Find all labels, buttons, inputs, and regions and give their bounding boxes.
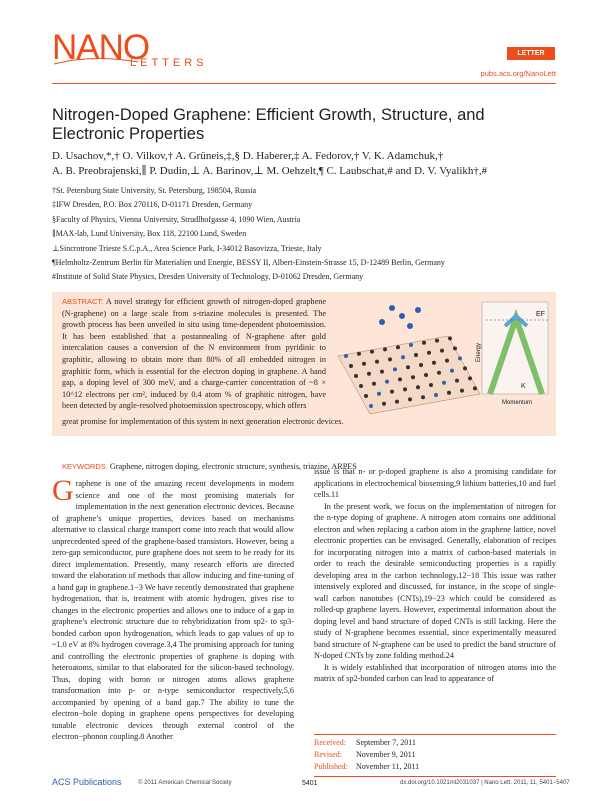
lattice-atom: [380, 370, 384, 374]
lattice-atom: [396, 345, 400, 349]
published-date: Published: November 11, 2011: [314, 762, 420, 771]
lattice-atom: [398, 377, 402, 381]
abstract-label: ABSTRACT:: [62, 297, 104, 306]
lattice-atom: [468, 376, 472, 380]
lattice-atom: [393, 367, 397, 371]
article-dates: [314, 734, 556, 777]
lattice-atom: [390, 390, 394, 394]
article-title: Nitrogen-Doped Graphene: Efficient Growth, Structure, and Electronic Properties: [52, 106, 485, 143]
lattice-atom: [382, 402, 386, 406]
lattice-atom: [445, 359, 449, 363]
logo-nano-text: NANO: [52, 28, 150, 67]
affiliation: ¶Helmholtz-Zentrum Berlin für Materialien und Energie, BESSY II, Albert-Einstein-Strasse 15, D-12489 Berlin, Germany: [52, 258, 445, 268]
lattice-atom: [385, 380, 389, 384]
lattice-atom: [437, 371, 441, 375]
lattice-atom: [359, 384, 363, 388]
lattice-atom: [450, 369, 454, 373]
lattice-atom: [401, 355, 405, 359]
triazine-molecule-icon: [407, 323, 413, 329]
lattice-atom: [369, 404, 373, 408]
triazine-molecule-icon: [399, 313, 405, 319]
lattice-atom: [354, 374, 358, 378]
triazine-molecule-icon: [415, 307, 421, 313]
article-type-badge: LETTER: [507, 47, 555, 60]
lattice-atom: [364, 394, 368, 398]
body-column-left: [52, 474, 294, 743]
energy-axis-label: Energy: [476, 342, 482, 362]
k-point-label: K: [521, 383, 526, 390]
lattice-atom: [357, 352, 361, 356]
lattice-atom: [349, 364, 353, 368]
page-number: 5401: [302, 780, 318, 787]
lattice-atom: [377, 392, 381, 396]
lattice-atom: [432, 361, 436, 365]
journal-url-link[interactable]: pubs.acs.org/NanoLett: [480, 69, 556, 78]
lattice-atom: [435, 339, 439, 343]
lattice-atom: [367, 372, 371, 376]
lattice-atom: [427, 351, 431, 355]
paragraph-text: raphene is one of the amazing recent developments in modern science and one of the most promising materials for implementation in the next generation electronic devices. Because of graphene’s unique properties, devices based on mechanisms alternative to classical charge transport come into reach that would allow unprecedented speed of the graphene-based transistors. However, being a zero-gap semiconductor, pure graphene does not seem to be ready for its direct implementation. Presently, many research efforts are directed toward the elaboration of methods that allow inducing and fine-tuning of a band gap in graphene.1−3 We have recently demonstrated that graphene hydrogenation, that is, treatment with atomic hydrogen, gives rise to changes in the electronic properties and allows one to induce of a gap in graphene’s electronic structure due to rehybridization from sp2- to sp3-bonded carbon upon hydrogenation, which leads to gap values of up to ~1.0 eV at 8% hydrogen coverage.3,4 The promising approach for tuning and controlling the electronic properties of graphene is doping with heteroatoms, similar to that elaborated for the silicon-based technology. Thus, doping with boron or nitrogen atoms allows graphene transformation into p- or n-type semiconductor respectively,5,6 accompanied by opening of a band gap.7 The ability to tune the electron−hole doping in graphene opens perspectives for developing tunable electronic devices through external control of the electron−phonon coupling.8 Another: [52, 479, 294, 741]
affiliation: †St. Petersburg State University, St. Petersburg, 198504, Russia: [52, 186, 257, 195]
graphical-abstract: [330, 296, 552, 416]
revised-date: Revised: November 9, 2011: [314, 750, 416, 759]
paragraph: [52, 474, 294, 743]
lattice-atom: [372, 382, 376, 386]
logo-letters-text: LETTERS: [130, 57, 208, 69]
momentum-axis-label: Momentum: [502, 400, 533, 406]
keywords-label: KEYWORDS:: [62, 462, 108, 471]
paragraph: issue is that n- or p-doped graphene is also a promising candidate for applications in electrochemical biosensing,9 lithium batteries,10 and fuel cells.11: [314, 467, 556, 499]
logo-swoosh-icon: [52, 56, 142, 70]
triazine-molecule-icon: [379, 319, 385, 325]
lattice-atom: [429, 383, 433, 387]
graphical-abstract-svg: [330, 296, 552, 416]
lattice-atom: [447, 391, 451, 395]
abstract-text: A novel strategy for efficient growth of nitrogen-doped graphene (N-graphene) on a large scale from s-triazine molecules is presented. The growth process has been unveiled in situ using time-dependent photoemission. It has been established that a postannealing of N-graphene after gold intercalation causes a conversion of the N environment from pyridinic to graphitic, allowing to obtain more than 80% of all embedded nitrogen in graphitic form, which is essential for the electron doping in graphene. A band gap, a doping level of 300 meV, and a charge-carrier concentration of ~8 × 10^12 electrons per cm², induced by 0.4 atom % of graphitic nitrogen, have been detected by angle-resolved photoemission spectroscopy, which offers: [62, 297, 326, 411]
ef-label: EF: [536, 311, 545, 318]
affiliation: #Institute of Solid State Physics, Dresden University of Technology, D-01062 Dresden, Germany: [52, 272, 364, 282]
acs-publications-logo: ACS Publications: [52, 777, 122, 787]
author-line: D. Usachov,*,† O. Vilkov,† A. Grüneis,‡,§ D. Haberer,‡ A. Fedorov,† V. K. Adamchuk,†: [52, 150, 444, 162]
affiliation: §Faculty of Physics, Vienna University, Strudlhofgasse 4, 1090 Wien, Austria: [52, 214, 301, 224]
affiliation: ∥MAX-lab, Lund University, Box 118, 22100 Lund, Sweden: [52, 229, 247, 239]
doi-link[interactable]: dx.doi.org/10.1021/nl2031037 | Nano Lett. 2011, 11, 5401−5407: [400, 780, 570, 786]
affiliation: ‡IFW Dresden, P.O. Box 270116, D-01171 Dresden, Germany: [52, 200, 253, 210]
lattice-atom: [440, 349, 444, 353]
abstract-body: [62, 296, 326, 412]
lattice-atom: [463, 366, 467, 370]
received-date: Received: September 7, 2011: [314, 738, 416, 747]
lattice-atom: [442, 381, 446, 385]
lattice-atom: [375, 360, 379, 364]
triazine-molecule-icon: [389, 305, 395, 311]
lattice-atom: [453, 346, 457, 350]
journal-logo: [52, 28, 208, 69]
graphene-sheet-icon: [338, 336, 480, 414]
lattice-atom: [370, 350, 374, 354]
lattice-atom: [416, 385, 420, 389]
author-list: [52, 149, 556, 179]
paragraph: It is widely established that incorporation of nitrogen atoms into the matrix of sp2-bonded carbon can lead to appearance of: [314, 662, 556, 683]
lattice-atom: [409, 343, 413, 347]
affiliation-list: [52, 184, 556, 285]
copyright-text: © 2011 American Chemical Society: [138, 780, 232, 786]
lattice-atom: [473, 386, 477, 390]
lattice-atom: [419, 363, 423, 367]
lattice-atom: [362, 362, 366, 366]
lattice-atom: [455, 379, 459, 383]
lattice-atom: [448, 336, 452, 340]
lattice-atom: [408, 397, 412, 401]
lattice-atom: [383, 347, 387, 351]
lattice-atom: [411, 375, 415, 379]
header-divider: [52, 83, 556, 84]
body-column-right: [314, 466, 556, 685]
author-line: A. B. Preobrajenski,∥ P. Dudin,⊥ A. Barinov,⊥ M. Oehzelt,¶ C. Laubschat,# and D. V. Vyalikh†,#: [52, 165, 488, 177]
lattice-atom: [344, 354, 348, 358]
lattice-atom: [422, 341, 426, 345]
dropcap: G: [52, 474, 74, 507]
paragraph: In the present work, we focus on the implementation of nitrogen for the n-type doping of graphene. A nitrogen atom contains one additional electron and when replacing a carbon atom in the graphene lattice, novel electronic properties can be envisaged. Generally, elaboration of recipes for incorporating nitrogen into a matrix of carbon-based materials in order to reach the desirable semiconducting properties is a rapidly developing area in the carbon technology.12−18 This issue was rather intensively explored and discussed, for instance, in the scope of single-wall carbon nanotubes (CNTs),19−23 which could be considered as rolled-up graphene layers. However, experimental information about the doping level and band structure of doped CNTs is still lacking. Here the study of N-graphene becomes essential, since experimentally measured band structure of N-graphene can be used to predict the band structure of N-doped CNTs by zone folding method.24: [314, 501, 556, 660]
lattice-atom: [424, 373, 428, 377]
lattice-atom: [388, 357, 392, 361]
lattice-atom: [406, 365, 410, 369]
keywords-text: Graphene, nitrogen doping, electronic structure, synthesis, triazine, ARPES: [109, 462, 357, 471]
lattice-atom: [434, 393, 438, 397]
lattice-atom: [414, 353, 418, 357]
lattice-atom: [460, 389, 464, 393]
abstract-tail-text: great promise for implementation of this system in next generation electronic devices.: [62, 417, 344, 426]
lattice-atom: [458, 356, 462, 360]
lattice-atom: [421, 395, 425, 399]
lattice-atom: [403, 387, 407, 391]
lattice-atom: [395, 400, 399, 404]
affiliation: ⊥Sincrotrone Trieste S.C.p.A., Area Science Park, I-34012 Basovizza, Trieste, Italy: [52, 243, 322, 253]
